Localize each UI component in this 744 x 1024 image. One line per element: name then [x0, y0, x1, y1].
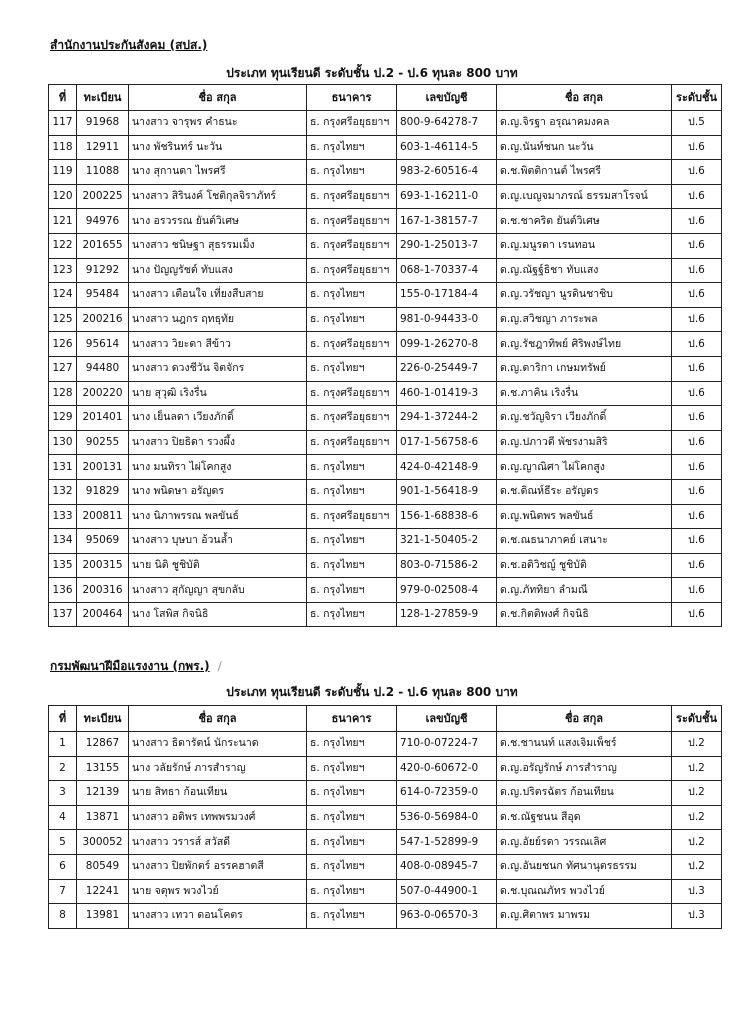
bank-cell: ธ. กรุงศรีอยุธยาฯ: [307, 332, 397, 357]
student-name-cell: ด.ญ.นันท์ชนก นะวัน: [497, 135, 672, 160]
account-number-cell: 803-0-71586-2: [397, 553, 497, 578]
table-row: [49, 854, 722, 879]
header-bank: ธนาคาร: [307, 85, 397, 111]
bank-cell: ธ. กรุงไทยฯ: [307, 529, 397, 554]
row-number-cell: 1: [49, 732, 77, 757]
parent-name-cell: นางสาว นฎกร ฤทธุทัย: [129, 307, 307, 332]
row-number-cell: 4: [49, 805, 77, 830]
row-number-cell: 122: [49, 233, 77, 258]
registration-cell: 11088: [77, 160, 129, 185]
table-row: [49, 160, 722, 185]
registration-cell: 12139: [77, 781, 129, 806]
grade-level-cell: ป.6: [672, 233, 722, 258]
row-number-cell: 130: [49, 430, 77, 455]
account-number-cell: 424-0-42148-9: [397, 455, 497, 480]
header-number: ที่: [49, 85, 77, 111]
student-name-cell: ด.ช.บุณณภัทร พวงไวย์: [497, 879, 672, 904]
registration-cell: 200131: [77, 455, 129, 480]
parent-name-cell: นางสาว ชนิษฐา สุธรรมเม็ง: [129, 233, 307, 258]
bank-cell: ธ. กรุงไทยฯ: [307, 553, 397, 578]
table-row: [49, 332, 722, 357]
bank-cell: ธ. กรุงไทยฯ: [307, 830, 397, 855]
registration-cell: 91829: [77, 479, 129, 504]
row-number-cell: 121: [49, 209, 77, 234]
student-name-cell: ด.ญ.ปภาวดี พัชรงามสิริ: [497, 430, 672, 455]
student-name-cell: ด.ญ.ปริตรฉัตร ก้อนเทียน: [497, 781, 672, 806]
parent-name-cell: นางสาว วรารส์ สวัสดี: [129, 830, 307, 855]
parent-name-cell: นางสาว วิยะดา สีข้าว: [129, 332, 307, 357]
row-number-cell: 2: [49, 756, 77, 781]
grade-level-cell: ป.6: [672, 209, 722, 234]
bank-cell: ธ. กรุงศรีอยุธยาฯ: [307, 406, 397, 431]
section-heading: [50, 657, 222, 676]
bank-cell: ธ. กรุงไทยฯ: [307, 805, 397, 830]
account-number-cell: 979-0-02508-4: [397, 578, 497, 603]
section-subtitle: ประเภท ทุนเรียนดี ระดับชั้น ป.2 - ป.6 ทุนละ 800 บาท: [226, 66, 518, 80]
table-row: [49, 479, 722, 504]
registration-cell: 201655: [77, 233, 129, 258]
bank-cell: ธ. กรุงไทยฯ: [307, 455, 397, 480]
parent-name-cell: นางสาว อติพร เทพพรมวงศ์: [129, 805, 307, 830]
student-name-cell: ด.ช.ณธนาภาคย์ เสนาะ: [497, 529, 672, 554]
account-number-cell: 128-1-27859-9: [397, 602, 497, 627]
registration-cell: 200811: [77, 504, 129, 529]
grade-level-cell: ป.3: [672, 879, 722, 904]
registration-cell: 12867: [77, 732, 129, 757]
registration-cell: 200464: [77, 602, 129, 627]
bank-cell: ธ. กรุงศรีอยุธยาฯ: [307, 504, 397, 529]
table-row: [49, 805, 722, 830]
row-number-cell: 119: [49, 160, 77, 185]
grade-level-cell: ป.6: [672, 160, 722, 185]
row-number-cell: 124: [49, 283, 77, 308]
grade-level-cell: ป.6: [672, 553, 722, 578]
account-number-cell: 460-1-01419-3: [397, 381, 497, 406]
student-name-cell: ด.ญ.สวิชญา ภาระพล: [497, 307, 672, 332]
table-row: [49, 111, 722, 136]
account-number-cell: 901-1-56418-9: [397, 479, 497, 504]
account-number-cell: 420-0-60672-0: [397, 756, 497, 781]
grade-level-cell: ป.6: [672, 135, 722, 160]
registration-cell: 200220: [77, 381, 129, 406]
account-number-cell: 614-0-72359-0: [397, 781, 497, 806]
table-row: [49, 879, 722, 904]
account-number-cell: 536-0-56984-0: [397, 805, 497, 830]
row-number-cell: 135: [49, 553, 77, 578]
table-row: [49, 406, 722, 431]
row-number-cell: 125: [49, 307, 77, 332]
table-header-row: [49, 85, 722, 111]
bank-cell: ธ. กรุงศรีอยุธยาฯ: [307, 430, 397, 455]
row-number-cell: 127: [49, 356, 77, 381]
table-row: [49, 504, 722, 529]
header-student-name: ชื่อ สกุล: [497, 85, 672, 111]
bank-cell: ธ. กรุงไทยฯ: [307, 879, 397, 904]
account-number-cell: 068-1-70337-4: [397, 258, 497, 283]
parent-name-cell: นางสาว ปิยธิดา รวงผึ้ง: [129, 430, 307, 455]
header-student-name: ชื่อ สกุล: [497, 706, 672, 732]
row-number-cell: 137: [49, 602, 77, 627]
row-number-cell: 133: [49, 504, 77, 529]
bank-cell: ธ. กรุงไทยฯ: [307, 307, 397, 332]
parent-name-cell: นาง พัชรินทร์ นะวัน: [129, 135, 307, 160]
row-number-cell: 126: [49, 332, 77, 357]
section-heading: [50, 36, 207, 55]
row-number-cell: 123: [49, 258, 77, 283]
account-number-cell: 507-0-44900-1: [397, 879, 497, 904]
parent-name-cell: นางสาว เทวา ดอนโคตร: [129, 904, 307, 929]
grade-level-cell: ป.6: [672, 258, 722, 283]
row-number-cell: 6: [49, 854, 77, 879]
parent-name-cell: นาง อรวรรณ ยันต์วิเศษ: [129, 209, 307, 234]
table-row: [49, 602, 722, 627]
parent-name-cell: นาง ปัญญรัชต์ ทับแสง: [129, 258, 307, 283]
parent-name-cell: นาง พนิดษา อรัญดร: [129, 479, 307, 504]
pen-mark-icon: ∕: [217, 659, 222, 673]
registration-cell: 12911: [77, 135, 129, 160]
header-registration: ทะเบียน: [77, 706, 129, 732]
parent-name-cell: นางสาว สิรินงค์ โชติกุลจิราภัทร์: [129, 184, 307, 209]
header-account-number: เลขบัญชี: [397, 85, 497, 111]
grade-level-cell: ป.2: [672, 756, 722, 781]
registration-cell: 80549: [77, 854, 129, 879]
table-row: [49, 904, 722, 929]
student-name-cell: ด.ญ.อรัญรักษ์ ภารสำราญ: [497, 756, 672, 781]
header-registration: ทะเบียน: [77, 85, 129, 111]
student-name-cell: ด.ญ.จิรฐา อรุณาคมงคล: [497, 111, 672, 136]
grade-level-cell: ป.6: [672, 283, 722, 308]
bank-cell: ธ. กรุงไทยฯ: [307, 578, 397, 603]
bank-cell: ธ. กรุงไทยฯ: [307, 756, 397, 781]
table-header-row: [49, 706, 722, 732]
account-number-cell: 226-0-25449-7: [397, 356, 497, 381]
registration-cell: 91968: [77, 111, 129, 136]
parent-name-cell: นางสาว ดวงชีวัน จิตจักร: [129, 356, 307, 381]
parent-name-cell: นาย สุวุฒิ เริงรื่น: [129, 381, 307, 406]
account-number-cell: 321-1-50405-2: [397, 529, 497, 554]
table-row: [49, 732, 722, 757]
account-number-cell: 800-9-64278-7: [397, 111, 497, 136]
bank-cell: ธ. กรุงไทยฯ: [307, 135, 397, 160]
account-number-cell: 547-1-52899-9: [397, 830, 497, 855]
parent-name-cell: นาง สุกานดา ไพรศรี: [129, 160, 307, 185]
student-name-cell: ด.ญ.วรัชญา นูรดินชาชิบ: [497, 283, 672, 308]
parent-name-cell: นาง นิภาพรรณ พลขันธ์: [129, 504, 307, 529]
registration-cell: 200315: [77, 553, 129, 578]
student-name-cell: ด.ญ.พนิตพร พลขันธ์: [497, 504, 672, 529]
grade-level-cell: ป.6: [672, 381, 722, 406]
grade-level-cell: ป.2: [672, 805, 722, 830]
student-name-cell: ด.ญ.ศิตาพร มาพรม: [497, 904, 672, 929]
student-name-cell: ด.ญ.มนูรดา เรนทอน: [497, 233, 672, 258]
registration-cell: 95484: [77, 283, 129, 308]
grade-level-cell: ป.5: [672, 111, 722, 136]
grade-level-cell: ป.3: [672, 904, 722, 929]
table-row: [49, 258, 722, 283]
account-number-cell: 963-0-06570-3: [397, 904, 497, 929]
grade-level-cell: ป.6: [672, 406, 722, 431]
table-row: [49, 529, 722, 554]
bank-cell: ธ. กรุงศรีอยุธยาฯ: [307, 111, 397, 136]
table-row: [49, 553, 722, 578]
parent-name-cell: นางสาว จารุพร คำธนะ: [129, 111, 307, 136]
bank-cell: ธ. กรุงไทยฯ: [307, 602, 397, 627]
grade-level-cell: ป.6: [672, 430, 722, 455]
bank-cell: ธ. กรุงไทยฯ: [307, 283, 397, 308]
student-name-cell: ด.ช.อติวิชญ์ ชูชิบัติ: [497, 553, 672, 578]
scholarship-table: [48, 705, 722, 929]
bank-cell: ธ. กรุงไทยฯ: [307, 479, 397, 504]
registration-cell: 12241: [77, 879, 129, 904]
grade-level-cell: ป.6: [672, 578, 722, 603]
grade-level-cell: ป.6: [672, 529, 722, 554]
parent-name-cell: นางสาว สุกัญญา สุขกลับ: [129, 578, 307, 603]
registration-cell: 13155: [77, 756, 129, 781]
header-grade-level: ระดับชั้น: [672, 85, 722, 111]
registration-cell: 201401: [77, 406, 129, 431]
parent-name-cell: นาย สิทธา ก้อนเทียน: [129, 781, 307, 806]
row-number-cell: 5: [49, 830, 77, 855]
account-number-cell: 099-1-26270-8: [397, 332, 497, 357]
account-number-cell: 603-1-46114-5: [397, 135, 497, 160]
student-name-cell: ด.ช.กิตติพงศ์ กิจนิธิ: [497, 602, 672, 627]
header-parent-name: ชื่อ สกุล: [129, 706, 307, 732]
account-number-cell: 710-0-07224-7: [397, 732, 497, 757]
row-number-cell: 134: [49, 529, 77, 554]
header-number: ที่: [49, 706, 77, 732]
table-row: [49, 455, 722, 480]
table-row: [49, 756, 722, 781]
registration-cell: 13981: [77, 904, 129, 929]
student-name-cell: ด.ญ.ชวัญจิรา เวียงภักดิ์: [497, 406, 672, 431]
parent-name-cell: นาง โสพิส กิจนิธิ: [129, 602, 307, 627]
table-row: [49, 233, 722, 258]
row-number-cell: 136: [49, 578, 77, 603]
section-heading-text: กรมพัฒนาฝีมือแรงงาน (กพร.): [50, 659, 210, 673]
registration-cell: 300052: [77, 830, 129, 855]
account-number-cell: 983-2-60516-4: [397, 160, 497, 185]
table-row: [49, 184, 722, 209]
bank-cell: ธ. กรุงไทยฯ: [307, 160, 397, 185]
grade-level-cell: ป.2: [672, 781, 722, 806]
registration-cell: 13871: [77, 805, 129, 830]
account-number-cell: 156-1-68838-6: [397, 504, 497, 529]
registration-cell: 94976: [77, 209, 129, 234]
parent-name-cell: นางสาว เตือนใจ เที่ยงสืบสาย: [129, 283, 307, 308]
bank-cell: ธ. กรุงไทยฯ: [307, 356, 397, 381]
row-number-cell: 117: [49, 111, 77, 136]
student-name-cell: ด.ญ.ญาณิศา ไผ่โคกสูง: [497, 455, 672, 480]
student-name-cell: ด.ช.พิตติกานต์ ไพรศรี: [497, 160, 672, 185]
table-row: [49, 430, 722, 455]
row-number-cell: 131: [49, 455, 77, 480]
table-row: [49, 135, 722, 160]
student-name-cell: ด.ช.ณัฐชนน สีอุด: [497, 805, 672, 830]
parent-name-cell: นางสาว ธิดารัตน์ นักระนาด: [129, 732, 307, 757]
account-number-cell: 408-0-08945-7: [397, 854, 497, 879]
section-heading-text: สำนักงานประกันสังคม (สปส.): [50, 38, 208, 52]
row-number-cell: 3: [49, 781, 77, 806]
student-name-cell: ด.ช.ชาคริต ยันต์วิเศษ: [497, 209, 672, 234]
bank-cell: ธ. กรุงศรีอยุธยาฯ: [307, 209, 397, 234]
table-row: [49, 209, 722, 234]
registration-cell: 200216: [77, 307, 129, 332]
student-name-cell: ด.ญ.อัยย์รดา วรรณเลิศ: [497, 830, 672, 855]
table-row: [49, 578, 722, 603]
row-number-cell: 128: [49, 381, 77, 406]
row-number-cell: 129: [49, 406, 77, 431]
grade-level-cell: ป.6: [672, 184, 722, 209]
registration-cell: 200316: [77, 578, 129, 603]
table-row: [49, 307, 722, 332]
parent-name-cell: นาง เย็นลดา เวียงภักดิ์: [129, 406, 307, 431]
account-number-cell: 155-0-17184-4: [397, 283, 497, 308]
student-name-cell: ด.ช.ภาคิน เริงรื่น: [497, 381, 672, 406]
bank-cell: ธ. กรุงไทยฯ: [307, 781, 397, 806]
bank-cell: ธ. กรุงไทยฯ: [307, 732, 397, 757]
student-name-cell: ด.ญ.รัชฎาทิพย์ ศิริพงษ์ไทย: [497, 332, 672, 357]
registration-cell: 95069: [77, 529, 129, 554]
grade-level-cell: ป.6: [672, 332, 722, 357]
grade-level-cell: ป.6: [672, 602, 722, 627]
header-parent-name: ชื่อ สกุล: [129, 85, 307, 111]
grade-level-cell: ป.6: [672, 307, 722, 332]
bank-cell: ธ. กรุงไทยฯ: [307, 904, 397, 929]
table-row: [49, 781, 722, 806]
header-account-number: เลขบัญชี: [397, 706, 497, 732]
student-name-cell: ด.ญ.ณัฐฐ์ธิชา ทับแสง: [497, 258, 672, 283]
bank-cell: ธ. กรุงศรีอยุธยาฯ: [307, 184, 397, 209]
registration-cell: 90255: [77, 430, 129, 455]
table-row: [49, 830, 722, 855]
parent-name-cell: นาย นิติ ชูชิบัติ: [129, 553, 307, 578]
header-grade-level: ระดับชั้น: [672, 706, 722, 732]
row-number-cell: 7: [49, 879, 77, 904]
parent-name-cell: นาง วลัยรักษ์ ภารสำราญ: [129, 756, 307, 781]
parent-name-cell: นาง มนทิรา ไผ่โคกสูง: [129, 455, 307, 480]
row-number-cell: 120: [49, 184, 77, 209]
grade-level-cell: ป.6: [672, 455, 722, 480]
bank-cell: ธ. กรุงศรีอยุธยาฯ: [307, 381, 397, 406]
student-name-cell: ด.ญ.ดาริกา เกษมทรัพย์: [497, 356, 672, 381]
account-number-cell: 981-0-94433-0: [397, 307, 497, 332]
parent-name-cell: นาย จตุพร พวงไวย์: [129, 879, 307, 904]
bank-cell: ธ. กรุงศรีอยุธยาฯ: [307, 233, 397, 258]
grade-level-cell: ป.6: [672, 479, 722, 504]
bank-cell: ธ. กรุงไทยฯ: [307, 854, 397, 879]
registration-cell: 95614: [77, 332, 129, 357]
student-name-cell: ด.ญ.ภัททิยา ลำมณี: [497, 578, 672, 603]
section-subtitle: ประเภท ทุนเรียนดี ระดับชั้น ป.2 - ป.6 ทุนละ 800 บาท: [226, 685, 518, 699]
table-row: [49, 356, 722, 381]
header-bank: ธนาคาร: [307, 706, 397, 732]
table-row: [49, 283, 722, 308]
row-number-cell: 118: [49, 135, 77, 160]
grade-level-cell: ป.2: [672, 854, 722, 879]
row-number-cell: 8: [49, 904, 77, 929]
account-number-cell: 290-1-25013-7: [397, 233, 497, 258]
bank-cell: ธ. กรุงศรีอยุธยาฯ: [307, 258, 397, 283]
registration-cell: 91292: [77, 258, 129, 283]
account-number-cell: 017-1-56758-6: [397, 430, 497, 455]
grade-level-cell: ป.2: [672, 830, 722, 855]
registration-cell: 94480: [77, 356, 129, 381]
student-name-cell: ด.ช.ชานนท์ แสงเจิมเพ็ชร์: [497, 732, 672, 757]
account-number-cell: 167-1-38157-7: [397, 209, 497, 234]
grade-level-cell: ป.2: [672, 732, 722, 757]
parent-name-cell: นางสาว บุษบา อ้วนล้ำ: [129, 529, 307, 554]
student-name-cell: ด.ญ.เบญจมาภรณ์ ธรรมสาโรจน์: [497, 184, 672, 209]
grade-level-cell: ป.6: [672, 356, 722, 381]
row-number-cell: 132: [49, 479, 77, 504]
student-name-cell: ด.ช.ดิณห์ธีระ อรัญดร: [497, 479, 672, 504]
registration-cell: 200225: [77, 184, 129, 209]
table-row: [49, 381, 722, 406]
account-number-cell: 294-1-37244-2: [397, 406, 497, 431]
scholarship-table: [48, 84, 722, 627]
student-name-cell: ด.ญ.อันยชนก ทัศนานุตรธรรม: [497, 854, 672, 879]
account-number-cell: 693-1-16211-0: [397, 184, 497, 209]
parent-name-cell: นางสาว ปิยพักตร์ อรรคฮาตสี: [129, 854, 307, 879]
grade-level-cell: ป.6: [672, 504, 722, 529]
